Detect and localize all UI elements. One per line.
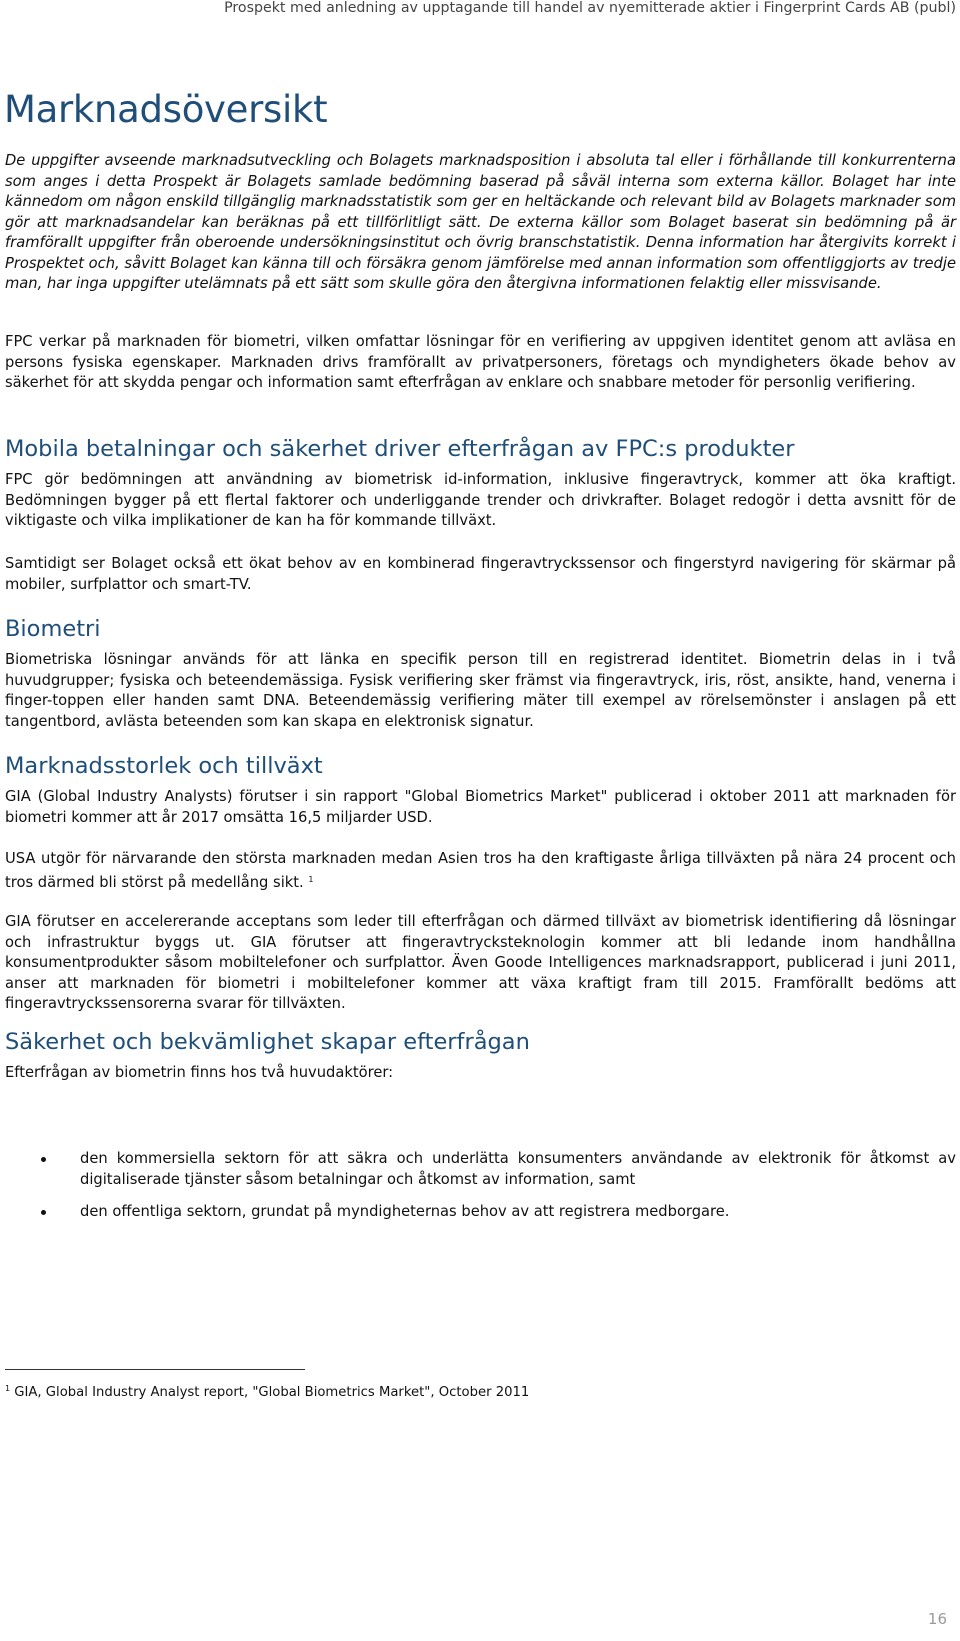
page-number: 16 <box>927 1610 947 1628</box>
list-item <box>0 1149 956 1190</box>
footnote-text: GIA, Global Industry Analyst report, "Global Biometrics Market", October 2011 <box>14 1385 530 1400</box>
mobile-paragraph-1: FPC gör bedömningen att användning av biometrisk id-information, inklusive fingeravtryck, kommer att öka kraftigt. Bedömningen bygger på ett flertal faktorer och underliggande trender och drivkrafter. Bolaget redogör i detta avsnitt för de viktigaste och vilka implikationer de kan ha för kommande tillväxt. <box>5 471 956 529</box>
footnote-divider <box>5 1369 305 1370</box>
market-paragraph-2 <box>5 849 956 893</box>
section-heading-mobile-payments: Mobila betalningar och säkerhet driver efterfrågan av FPC:s produkter <box>5 436 795 462</box>
market-paragraph-3: GIA förutser en accelererande acceptans som leder till efterfrågan och därmed tillväxt av biometrisk identifiering då lösningar och infrastruktur byggs ut. GIA förutser att fingeravtrycksteknologin kommer att bli ledande inom handhållna konsumentprodukter såsom mobiltelefoner och surfplattor. Även Goode Intelligences marknadsrapport, publicerad i juni 2011, anser att marknaden för biometri i mobiltelefoner kommer att växa kraftigt fram till 2015. Framförallt bedöms att fingeravtryckssensorerna svarar för tillväxten. <box>5 913 956 1012</box>
list-item <box>0 1202 956 1223</box>
market-paragraph-1: GIA (Global Industry Analysts) förutser i sin rapport "Global Biometrics Market" publicerad i oktober 2011 att marknaden för biometri kommer att år 2017 omsätta 16,5 miljarder USD. <box>5 788 956 826</box>
list-item-text: den kommersiella sektorn för att säkra och underlätta konsumenters användande av elektronik för åtkomst av digitaliserade tjänster såsom betalningar och åtkomst av information, samt <box>80 1150 956 1188</box>
running-header: Prospekt med anledning av upptagande till handel av nyemitterade aktier i Fingerprint Cards AB (publ) <box>224 0 956 16</box>
intro-disclaimer-paragraph: De uppgifter avseende marknadsutveckling och Bolagets marknadsposition i absoluta tal eller i förhållande till konkurrenterna som anges i detta Prospekt är Bolagets samlade bedömning baserad på såväl interna som externa källor. Bolaget har inte kännedom om någon enskild tillgänglig marknadsstatistik som ger en heltäckande och relevant bild av Bolagets marknader som gör att marknadsandelar kan beräknas på ett tillförlitligt sätt. De externa källor som Bolaget baserat sin bedömning på är framförallt uppgifter från oberoende undersökningsinstitut och övrig branschstatistik. Denna information har återgivits korrekt i Prospektet och, såvitt Bolaget kan känna till och försäkra genom jämförelse med annan information som offentliggjorts av tredje man, har inga uppgifter utelämnats på ett sätt som skulle göra den återgivna informationen felaktig eller missvisande. <box>5 152 956 292</box>
security-bullet-list <box>0 1149 956 1235</box>
bullet-icon <box>41 1210 46 1215</box>
intro-fpc-paragraph: FPC verkar på marknaden för biometri, vilken omfattar lösningar för en verifiering av uppgiven identitet genom att avläsa en persons fysiska egenskaper. Marknaden drivs framförallt av privatpersoners, företags och myndigheters ökade behov av säkerhet för att skydda pengar och information samt efterfrågan av enklare och snabbare metoder för personlig verifiering. <box>5 333 956 391</box>
section-heading-security: Säkerhet och bekvämlighet skapar efterfrågan <box>5 1029 530 1055</box>
list-item-text: den offentliga sektorn, grundat på myndigheternas behov av att registrera medborgare. <box>80 1203 730 1220</box>
section-heading-market-size: Marknadsstorlek och tillväxt <box>5 753 323 779</box>
section-heading-biometri: Biometri <box>5 616 101 642</box>
footnote-reference: 1 <box>308 874 314 884</box>
mobile-paragraph-2: Samtidigt ser Bolaget också ett ökat behov av en kombinerad fingeravtryckssensor och fingerstyrd navigering för skärmar på mobiler, surfplattor och smart-TV. <box>5 555 956 593</box>
footnote <box>5 1380 529 1402</box>
security-paragraph: Efterfrågan av biometrin finns hos två huvudaktörer: <box>5 1064 394 1081</box>
bullet-icon <box>41 1157 46 1162</box>
page-title: Marknadsöversikt <box>4 88 328 131</box>
biometri-paragraph: Biometriska lösningar används för att länka en specifik person till en registrerad identitet. Biometrin delas in i två huvudgrupper; fysiska och beteendemässiga. Fysisk verifiering sker främst via fingeravtryck, iris, röst, ansikte, hand, venerna i finger-toppen eller handen samt DNA. Beteendemässig verifiering mäter till exempel av rörelsemönster i anslagen på ett tangentbord, avlästa beteenden som kan skapa en elektronisk signatur. <box>5 651 956 730</box>
market-paragraph-2-text: USA utgör för närvarande den största marknaden medan Asien tros ha den kraftigaste årliga tillväxten på nära 24 procent och tros därmed bli störst på medellång sikt. <box>5 850 956 891</box>
footnote-number: 1 <box>5 1384 11 1393</box>
